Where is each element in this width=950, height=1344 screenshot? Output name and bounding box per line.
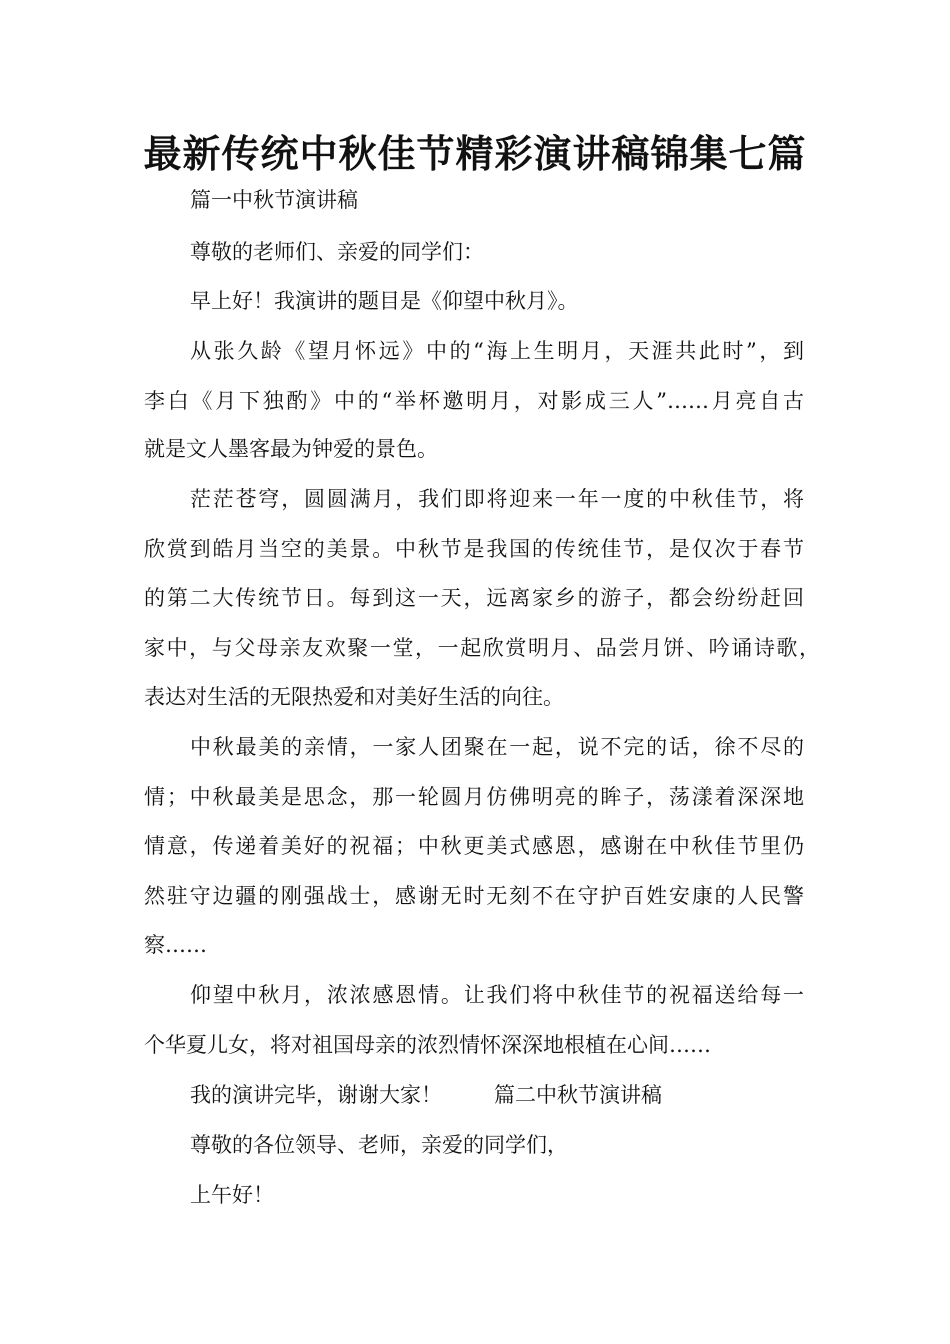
paragraph-line: 仰望中秋月，浓浓感恩情。让我们将中秋佳节的祝福送给每一 bbox=[190, 983, 804, 1007]
paragraph-line: 中秋最美的亲情，一家人团聚在一起，说不完的话，徐不尽的 bbox=[190, 735, 804, 759]
paragraph-line: 然驻守边疆的刚强战士，感谢无时无刻不在守护百姓安康的人民警 bbox=[144, 884, 804, 908]
section-heading: 篇一中秋节演讲稿 bbox=[190, 188, 358, 212]
paragraph-line: 个华夏儿女，将对祖国母亲的浓烈情怀深深地根植在心间…… bbox=[144, 1033, 711, 1057]
paragraph-line: 李白《月下独酌》中的“举杯邀明月，对影成三人”……月亮自古 bbox=[144, 389, 804, 413]
paragraph-line: 情；中秋最美是思念，那一轮圆月仿佛明亮的眸子，荡漾着深深地 bbox=[144, 785, 804, 809]
closing-line bbox=[190, 1080, 662, 1110]
closing-text: 我的演讲完毕，谢谢大家！ bbox=[190, 1083, 442, 1107]
paragraph-line: 从张久龄《望月怀远》中的“海上生明月，天涯共此时”，到 bbox=[190, 339, 804, 363]
paragraph-line: 早上好！我演讲的题目是《仰望中秋月》。 bbox=[190, 289, 579, 313]
paragraph-line: 上午好！ bbox=[190, 1183, 274, 1207]
document-title: 最新传统中秋佳节精彩演讲稿锦集七篇 bbox=[143, 132, 807, 176]
section-heading: 篇二中秋节演讲稿 bbox=[494, 1083, 662, 1107]
paragraph-line: 察…… bbox=[144, 933, 207, 957]
greeting: 尊敬的各位领导、老师，亲爱的同学们， bbox=[190, 1133, 568, 1157]
paragraph-line: 的第二大传统节日。每到这一天，远离家乡的游子，都会纷纷赶回 bbox=[144, 586, 804, 610]
paragraph-line: 欣赏到皓月当空的美景。中秋节是我国的传统佳节，是仅次于春节 bbox=[144, 537, 804, 561]
greeting: 尊敬的老师们、亲爱的同学们： bbox=[190, 240, 484, 264]
paragraph-line: 茫茫苍穹，圆圆满月，我们即将迎来一年一度的中秋佳节，将 bbox=[190, 487, 804, 511]
paragraph-line: 情意，传递着美好的祝福；中秋更美式感恩，感谢在中秋佳节里仍 bbox=[144, 834, 804, 858]
paragraph-line: 就是文人墨客最为钟爱的景色。 bbox=[144, 437, 438, 461]
paragraph-line: 家中，与父母亲友欢聚一堂，一起欣赏明月、品尝月饼、吟诵诗歌， bbox=[144, 636, 820, 660]
paragraph-line: 表达对生活的无限热爱和对美好生活的向往。 bbox=[144, 685, 564, 709]
